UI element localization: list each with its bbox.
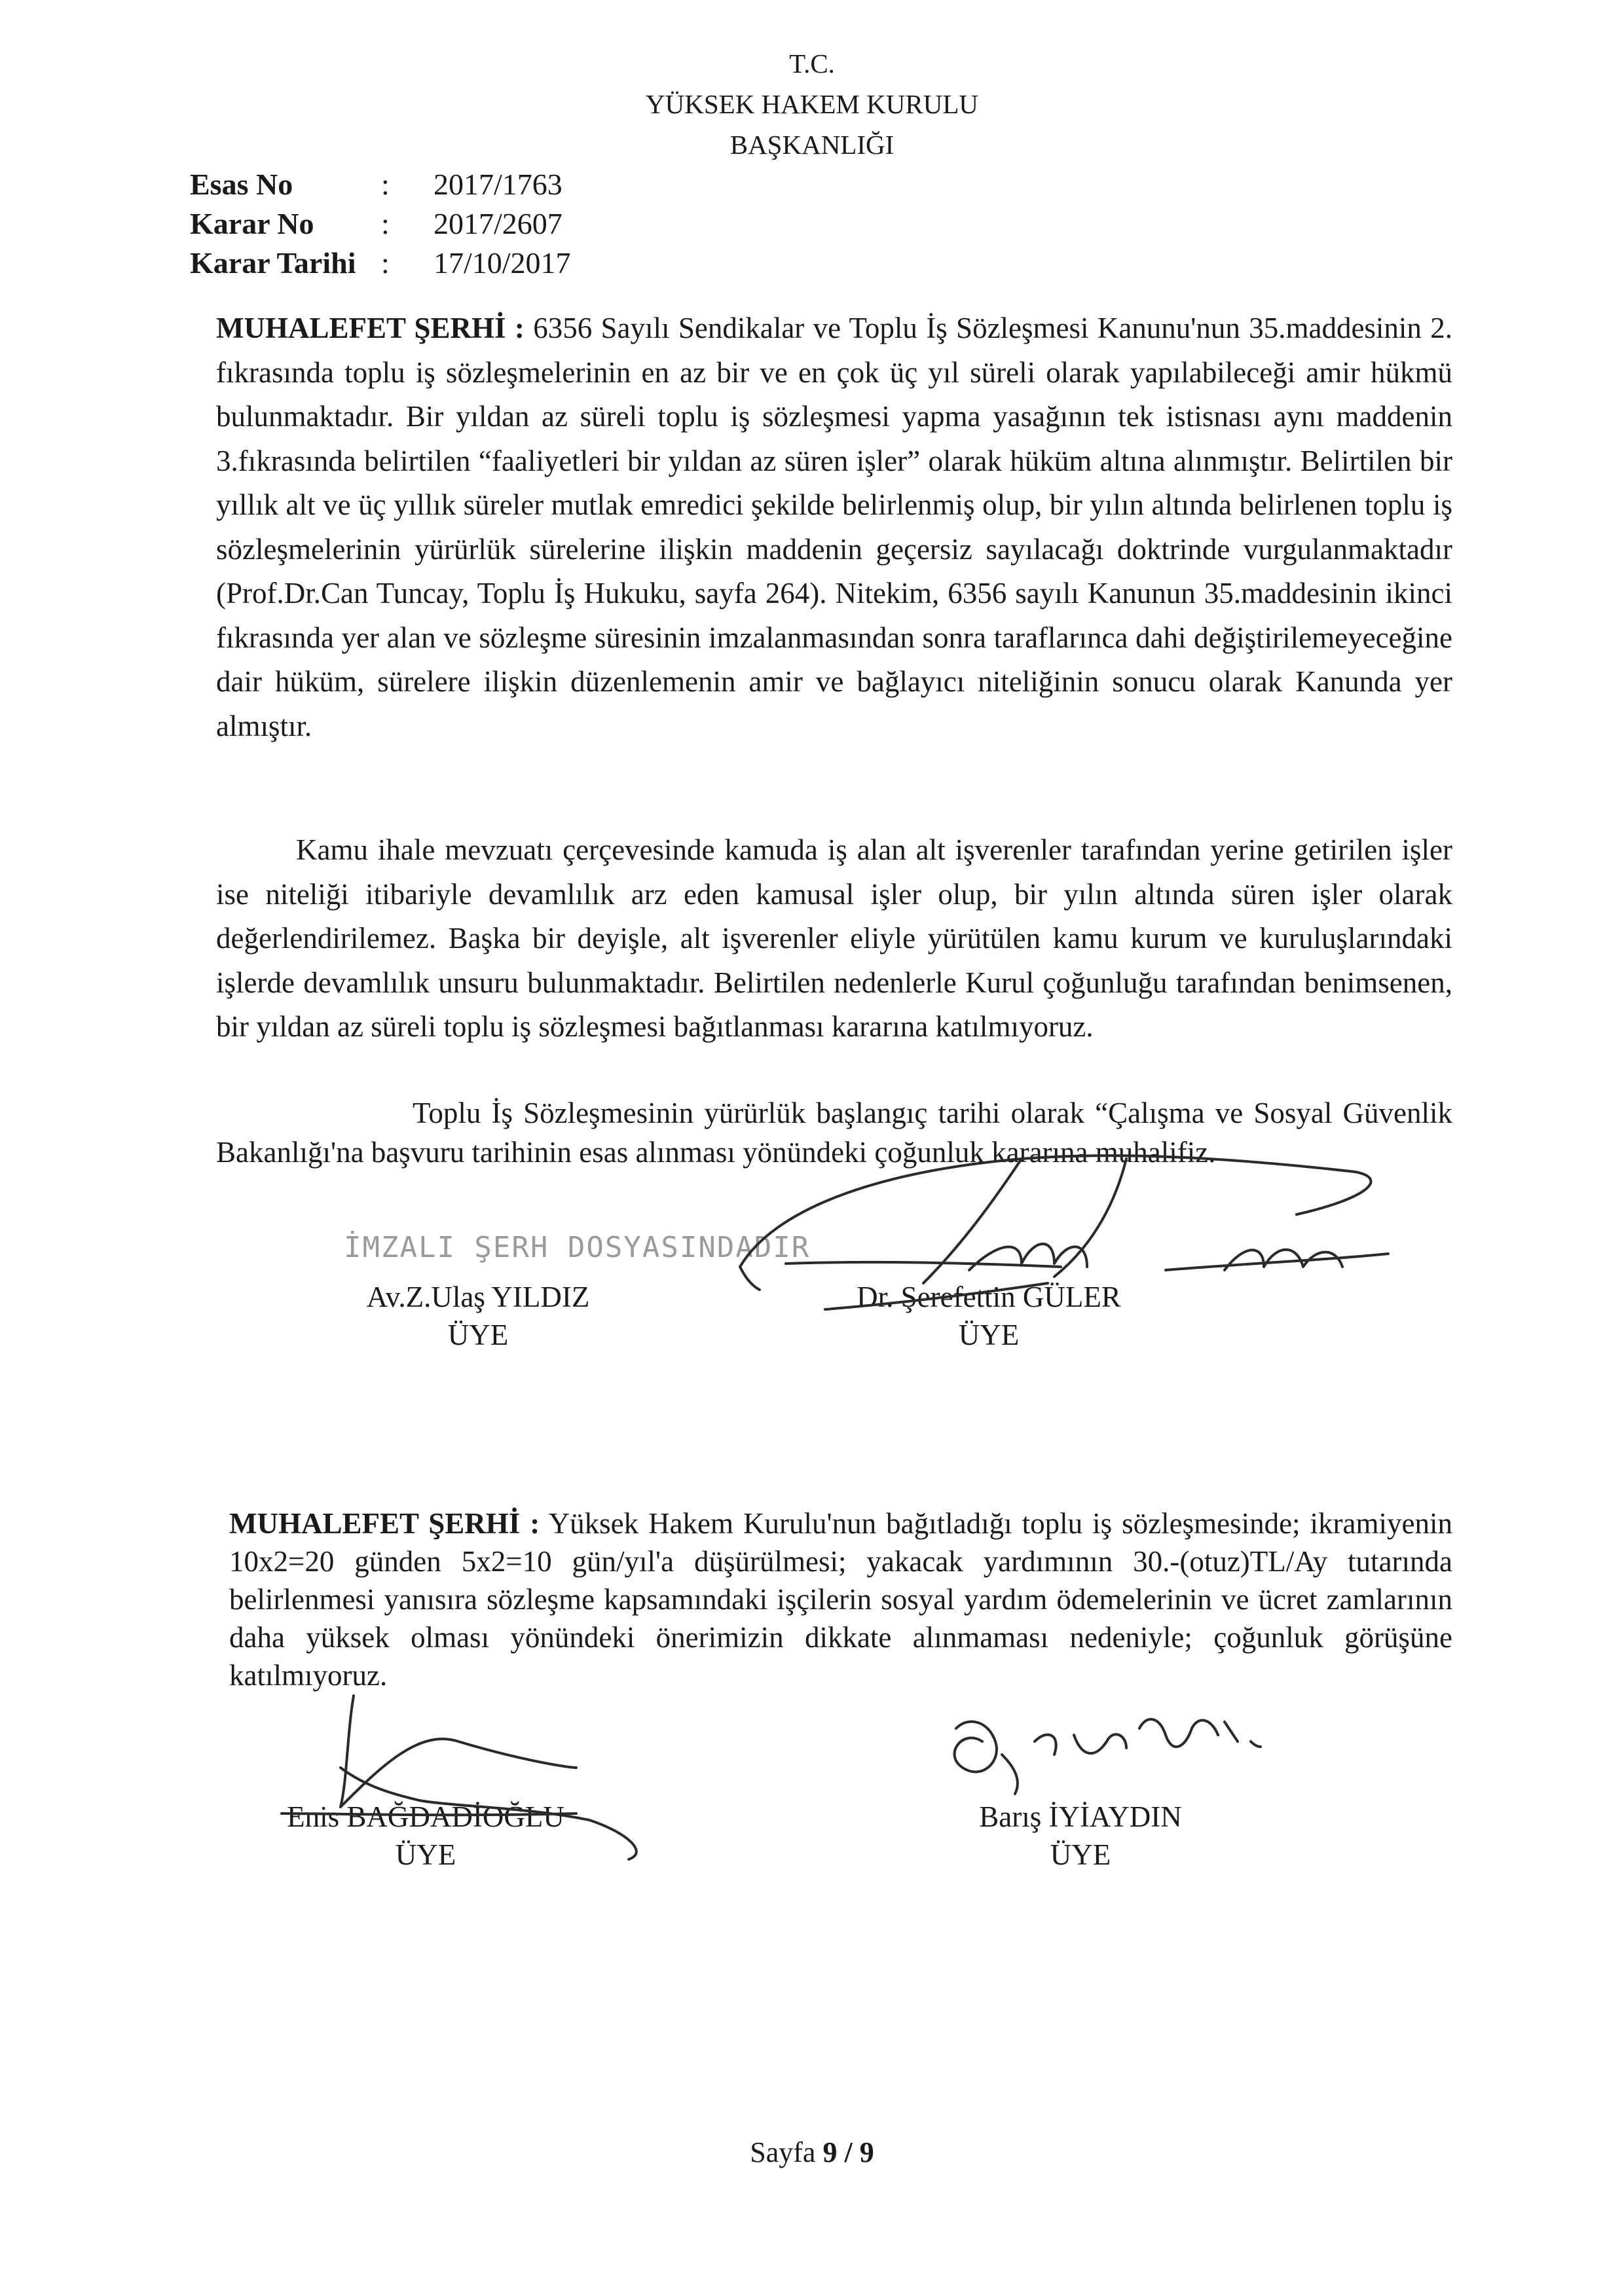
meta-sep: : [381,246,390,280]
signer-role: ÜYE [395,1838,456,1871]
signature-bagdadioglu-icon [282,1696,637,1859]
header-tc: T.C. [789,48,835,79]
dissent-2-heading: MUHALEFET ŞERHİ : [229,1507,540,1540]
signature-iyiaydin-icon [955,1719,1261,1794]
footer-prefix: Sayfa [750,2136,816,2168]
signer-role: ÜYE [958,1319,1020,1351]
meta-value: 2017/1763 [434,168,563,201]
meta-label: Karar Tarihi [190,246,356,280]
signer-name: Enis BAĞDADİOĞLU [287,1800,564,1833]
signed-on-file-stamp: İMZALI ŞERH DOSYASINDADIR [344,1231,811,1264]
header-presidency: BAŞKANLIĞI [729,130,895,160]
meta-label: Esas No [190,168,293,201]
page-footer [0,2136,1624,2169]
meta-value: 2017/2607 [434,207,563,240]
signer-name: Barış İYİAYDIN [979,1800,1182,1833]
dissent-1-paragraph-2: Kamu ihale mevzuatı çerçevesinde kamuda iş alan alt işverenler tarafından yerine getirilen işler ise niteliği itibariyle devamlılık arz eden kamusal işler olup, bir yılın altında süren işler olarak değerlendirilemez. Başka bir deyişle, alt işverenler eliyle yürütülen kamu kurum ve kuruluşlarındaki işlerde devamlılık unsuru bulunmaktadır. Belirtilen nedenlerle Kurul çoğunluğu tarafından benimsenen, bir yıldan az süreli toplu iş sözleşmesi bağıtlanması kararına katılmıyoruz. [216,833,1452,1043]
meta-sep: : [381,168,390,201]
dissent-1-heading: MUHALEFET ŞERHİ : [216,312,525,344]
meta-value: 17/10/2017 [434,246,571,280]
signer-name: Dr. Şerefettin GÜLER [857,1281,1121,1313]
meta-sep: : [381,207,390,240]
signature-guler-icon [740,1156,1388,1309]
page-number: 9 / 9 [822,2136,874,2168]
meta-label: Karar No [190,207,314,240]
dissent-1-paragraph-3: Toplu İş Sözleşmesinin yürürlük başlangıç tarihi olarak “Çalışma ve Sosyal Güvenlik Bakanlığı'na başvuru tarihinin esas alınması yönündeki çoğunluk kararına muhalifiz. [216,1097,1452,1169]
dissent-1-text: 6356 Sayılı Sendikalar ve Toplu İş Sözleşmesi Kanunu'nun 35.maddesinin 2. fıkrasında toplu iş sözleşmelerinin en az bir ve en çok üç yıl süreli olarak yapılabileceği amir hükmü bulunmaktadır. Bir yıldan az süreli toplu iş sözleşmesi yapma yasağının tek istisnası aynı maddenin 3.fıkrasında belirtilen “faaliyetleri bir yıldan az süren işler” olarak hüküm altına alınmıştır. Belirtilen bir yıllık alt ve üç yıllık süreler mutlak emredici şekilde belirlenmiş olup, bir yılın altında belirlenen toplu iş sözleşmelerinin yürürlük sürelerine ilişkin maddenin geçersiz sayılacağı doktrinde vurgulanmaktadır (Prof.Dr.Can Tuncay, Toplu İş Hukuku, sayfa 264). Nitekim, 6356 sayılı Kanunun 35.maddesinin ikinci fıkrasında yer alan ve sözleşme süresinin imzalanmasından sonra taraflarınca dahi değiştirilemeyeceğine dair hüküm, sürelere ilişkin düzenlemenin amir ve bağlayıcı niteliğinin sonucu olarak Kanunda yer almıştır. [216,312,1452,742]
header-institution: YÜKSEK HAKEM KURULU [646,89,978,119]
signer-role: ÜYE [1050,1838,1111,1871]
signer-name: Av.Z.Ulaş YILDIZ [366,1281,590,1313]
dissent-2-text: Yüksek Hakem Kurulu'nun bağıtladığı toplu iş sözleşmesinde; ikramiyenin 10x2=20 günden 5x2=10 gün/yıl'a düşürülmesi; yakacak yardımının 30.-(otuz)TL/Ay tutarında belirlenmesi yanısıra sözleşme kapsamındaki işçilerin sosyal yardım ödemelerinin ve ücret zamlarının daha yüksek olması yönündeki önerimizin dikkate alınmaması nedeniyle; çoğunluk görüşüne katılmıyoruz. [229,1507,1452,1692]
signer-role: ÜYE [447,1319,509,1351]
